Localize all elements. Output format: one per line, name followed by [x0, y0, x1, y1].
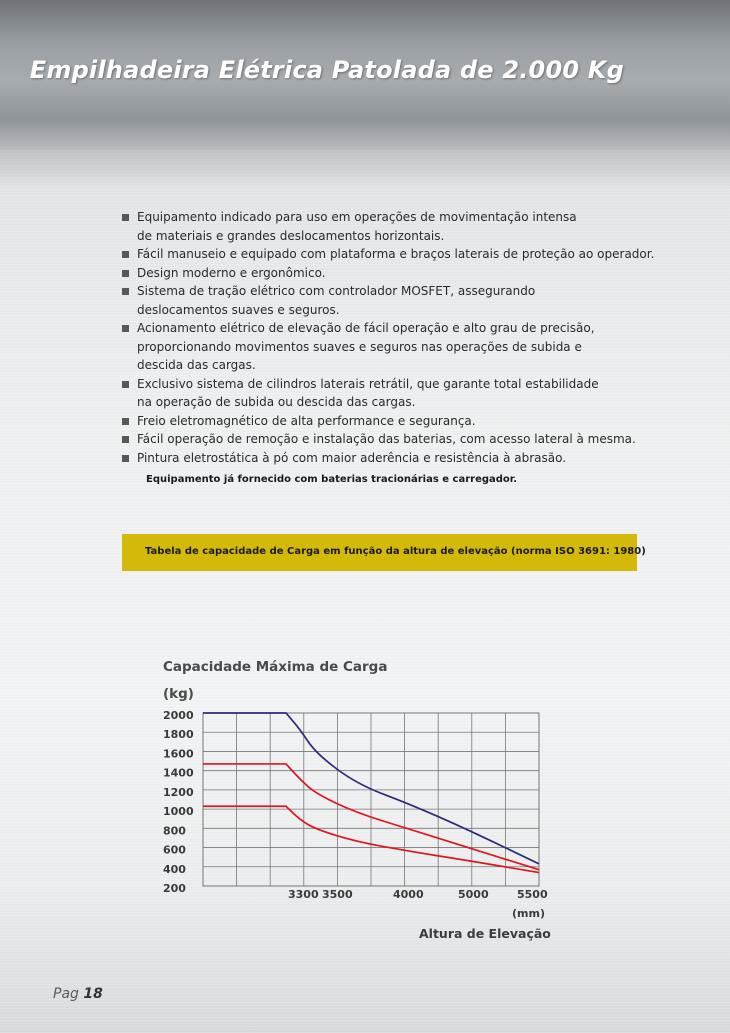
- page-number-value: 18: [83, 986, 103, 1002]
- x-tick-label: 4000: [393, 888, 424, 901]
- feature-line: deslocamentos suaves e seguros.: [137, 302, 340, 317]
- battery-note: Equipamento já fornecido com baterias tracionárias e carregador.: [146, 474, 518, 485]
- chart-title: Capacidade Máxima de Carga: [163, 659, 388, 675]
- feature-line: Design moderno e ergonômico.: [137, 265, 326, 280]
- feature-line: Equipamento indicado para uso em operações de movimentação intensa: [137, 210, 577, 224]
- feature-line: de materiais e grandes deslocamentos horizontais.: [137, 228, 445, 243]
- feature-line: Sistema de tração elétrico com controlador MOSFET, assegurando: [137, 284, 536, 298]
- x-tick-label: 5000: [458, 888, 489, 901]
- y-tick-label: 1400: [163, 766, 194, 780]
- feature-line: Exclusivo sistema de cilindros laterais retrátil, que garante total estabilidade: [137, 376, 599, 391]
- y-tick-label: 600: [163, 843, 186, 857]
- chart-x-unit: (mm): [512, 907, 545, 920]
- feature-line: Freio eletromagnético de alta performance e segurança.: [137, 413, 476, 428]
- feature-line: proporcionando movimentos suaves e seguros nas operações de subida e: [137, 339, 582, 354]
- feature-line: Fácil manuseio e equipado com plataforma e braços laterais de proteção ao operador.: [137, 247, 655, 261]
- y-tick-label: 200: [163, 882, 186, 895]
- y-tick-label: 400: [163, 862, 186, 876]
- feature-line: descida das cargas.: [137, 358, 256, 372]
- y-tick-label: 1200: [163, 785, 194, 799]
- x-tick-label: 3300: [288, 888, 319, 901]
- y-tick-label: 1800: [163, 728, 194, 742]
- page-number: [53, 986, 103, 1002]
- feature-line: Acionamento elétrico de elevação de fácil operação e alto grau de precisão,: [137, 321, 595, 335]
- feature-line: na operação de subida ou descida das cargas.: [137, 395, 416, 409]
- x-tick-label: 3500: [322, 888, 353, 901]
- feature-line: Pintura eletrostática à pó com maior aderência e resistência à abrasão.: [137, 450, 567, 465]
- y-tick-label: 2000: [163, 709, 194, 722]
- y-tick-label: 1600: [163, 747, 194, 761]
- feature-line: Fácil operação de remoção e instalação das baterias, com acesso lateral à mesma.: [137, 432, 636, 446]
- y-tick-label: 1000: [163, 805, 194, 819]
- chart-y-unit: (kg): [163, 686, 194, 702]
- y-tick-label: 800: [163, 824, 186, 838]
- page-label: Pag: [53, 986, 79, 1002]
- capacity-table-banner-text: Tabela de capacidade de Carga em função da altura de elevação (norma ISO 3691: 1980): [145, 546, 646, 557]
- x-tick-label: 5500: [517, 888, 548, 901]
- page-title: Empilhadeira Elétrica Patolada de 2.000 Kg: [29, 56, 624, 84]
- chart-x-title: Altura de Elevação: [419, 926, 551, 941]
